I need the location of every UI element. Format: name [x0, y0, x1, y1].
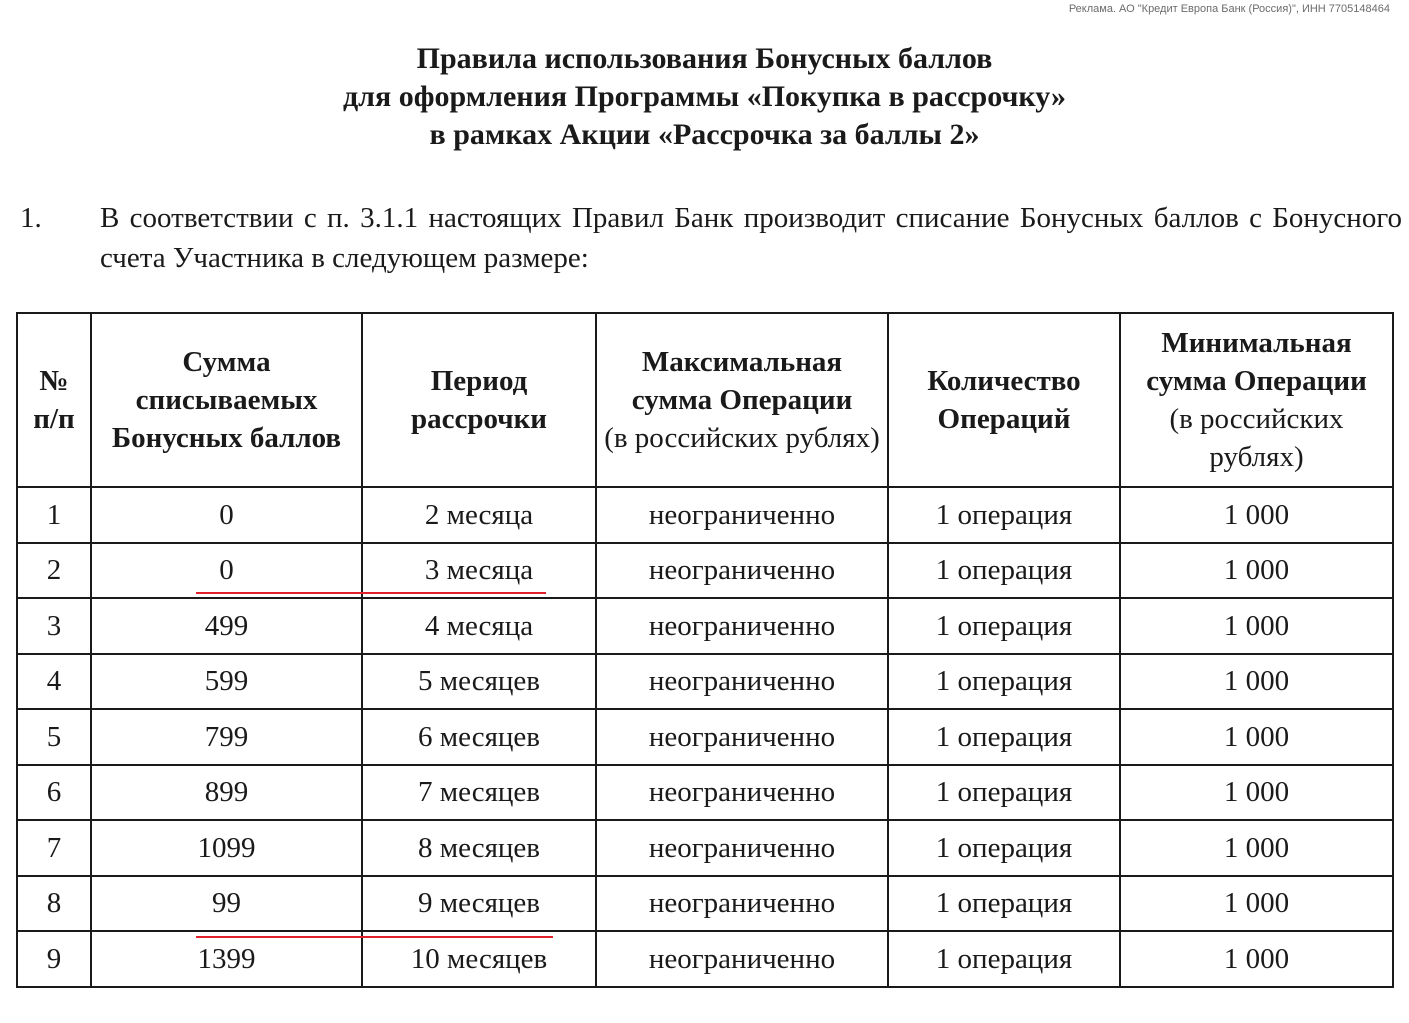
cell-row-number: 5 [17, 709, 91, 765]
cell-operations-count: 1 операция [888, 654, 1120, 710]
cell-min-operation-sum: 1 000 [1120, 820, 1393, 876]
cell-bonus-points: 599 [91, 654, 362, 710]
header-operations-count-label: Количество Операций [927, 365, 1081, 435]
cell-max-operation-sum: неограниченно [596, 543, 888, 599]
cell-installment-period: 2 месяца [362, 487, 596, 543]
table-row [17, 765, 1393, 821]
header-max-operation-sum [596, 313, 888, 487]
cell-installment-period: 5 месяцев [362, 654, 596, 710]
cell-max-operation-sum: неограниченно [596, 820, 888, 876]
cell-operations-count: 1 операция [888, 487, 1120, 543]
cell-operations-count: 1 операция [888, 931, 1120, 987]
cell-bonus-points: 499 [91, 598, 362, 654]
cell-min-operation-sum: 1 000 [1120, 931, 1393, 987]
cell-bonus-points: 799 [91, 709, 362, 765]
cell-min-operation-sum: 1 000 [1120, 765, 1393, 821]
cell-installment-period: 6 месяцев [362, 709, 596, 765]
cell-operations-count: 1 операция [888, 820, 1120, 876]
cell-row-number: 8 [17, 876, 91, 932]
cell-min-operation-sum: 1 000 [1120, 543, 1393, 599]
cell-operations-count: 1 операция [888, 543, 1120, 599]
cell-operations-count: 1 операция [888, 598, 1120, 654]
clause-text: В соответствии с п. 3.1.1 настоящих Правил Банк производит списание Бонусных баллов с Бонусного счета Участника в следующем размере: [100, 202, 1402, 274]
cell-row-number: 6 [17, 765, 91, 821]
cell-bonus-points: 899 [91, 765, 362, 821]
cell-min-operation-sum: 1 000 [1120, 654, 1393, 710]
highlight-underline-row-8 [196, 936, 553, 938]
cell-row-number: 3 [17, 598, 91, 654]
header-row-number [17, 313, 91, 487]
cell-installment-period: 8 месяцев [362, 820, 596, 876]
cell-operations-count: 1 операция [888, 709, 1120, 765]
title-line-1: Правила использования Бонусных баллов [416, 42, 993, 75]
cell-max-operation-sum: неограниченно [596, 876, 888, 932]
cell-installment-period: 10 месяцев [362, 931, 596, 987]
title-line-2: для оформления Программы «Покупка в рассрочку» [343, 80, 1066, 113]
table-row [17, 709, 1393, 765]
cell-min-operation-sum: 1 000 [1120, 598, 1393, 654]
cell-operations-count: 1 операция [888, 876, 1120, 932]
header-min-operation-sum [1120, 313, 1393, 487]
cell-bonus-points: 0 [91, 487, 362, 543]
cell-max-operation-sum: неограниченно [596, 487, 888, 543]
cell-bonus-points: 0 [91, 543, 362, 599]
cell-row-number: 2 [17, 543, 91, 599]
header-max-operation-sum-label: Максимальная сумма Операции [631, 346, 853, 416]
table-row [17, 931, 1393, 987]
cell-max-operation-sum: неограниченно [596, 598, 888, 654]
cell-max-operation-sum: неограниченно [596, 709, 888, 765]
table-row-highlighted [17, 543, 1393, 599]
clause-1 [20, 198, 1402, 278]
cell-min-operation-sum: 1 000 [1120, 487, 1393, 543]
table-header-row [17, 313, 1393, 487]
cell-min-operation-sum: 1 000 [1120, 876, 1393, 932]
table-row-highlighted [17, 876, 1393, 932]
highlight-underline-row-2 [196, 592, 546, 594]
header-row-number-label: № п/п [33, 365, 75, 435]
cell-max-operation-sum: неограниченно [596, 654, 888, 710]
title-line-3: в рамках Акции «Рассрочка за баллы 2» [429, 118, 980, 151]
header-bonus-points-label: Сумма списываемых Бонусных баллов [111, 346, 342, 454]
cell-row-number: 1 [17, 487, 91, 543]
cell-row-number: 7 [17, 820, 91, 876]
bonus-rules-table [16, 312, 1394, 988]
cell-min-operation-sum: 1 000 [1120, 709, 1393, 765]
cell-installment-period: 7 месяцев [362, 765, 596, 821]
cell-bonus-points: 1399 [91, 931, 362, 987]
table-row [17, 598, 1393, 654]
cell-max-operation-sum: неограниченно [596, 931, 888, 987]
ad-disclaimer: Реклама. АО "Кредит Европа Банк (Россия)", ИНН 7705148464 [1068, 3, 1390, 15]
header-operations-count [888, 313, 1120, 487]
cell-installment-period: 9 месяцев [362, 876, 596, 932]
header-bonus-points [91, 313, 362, 487]
header-installment-period [362, 313, 596, 487]
cell-row-number: 9 [17, 931, 91, 987]
cell-bonus-points: 1099 [91, 820, 362, 876]
cell-installment-period: 3 месяца [362, 543, 596, 599]
header-min-operation-sum-label: Минимальная сумма Операции [1146, 327, 1367, 397]
table-row [17, 820, 1393, 876]
cell-bonus-points: 99 [91, 876, 362, 932]
cell-max-operation-sum: неограниченно [596, 765, 888, 821]
clause-number: 1. [20, 202, 42, 234]
table-row [17, 654, 1393, 710]
cell-row-number: 4 [17, 654, 91, 710]
cell-installment-period: 4 месяца [362, 598, 596, 654]
header-min-operation-sum-unit: (в российских рублях) [1169, 403, 1344, 473]
header-max-operation-sum-unit: (в российских рублях) [604, 422, 880, 454]
cell-operations-count: 1 операция [888, 765, 1120, 821]
table-row [17, 487, 1393, 543]
header-installment-period-label: Период рассрочки [410, 365, 548, 435]
document-title [0, 40, 1409, 154]
